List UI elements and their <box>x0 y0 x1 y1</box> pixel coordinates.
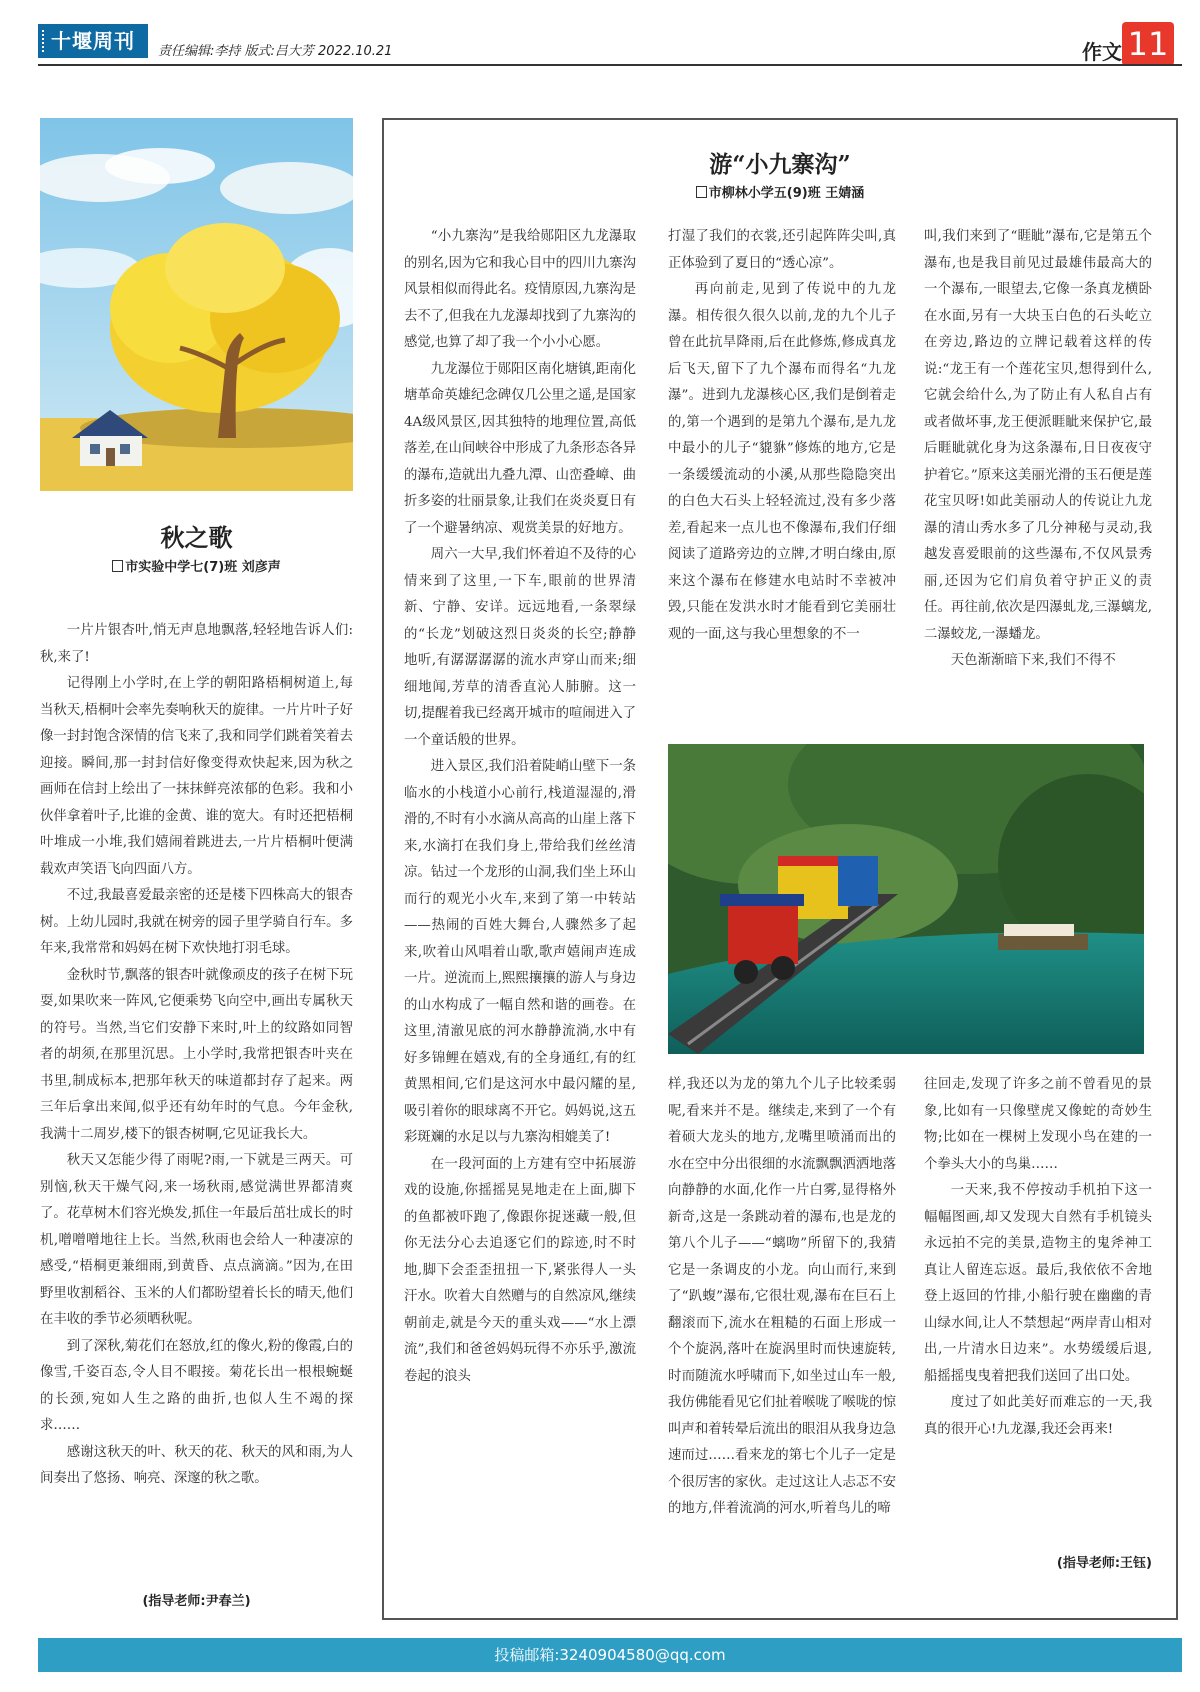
paragraph: 秋天又怎能少得了雨呢?雨,一下就是三两天。可别恼,秋天干燥气闷,来一场秋雨,感觉满世界都清爽了。花草树木们容光焕发,抓住一年最后茁壮成长的时机,噌噌噌地往上长。当然,秋雨也会给人一种凄凉的感受,“梧桐更兼细雨,到黄昏、点点滴滴。”因为,在田野里收割稻谷、玉米的人们都盼望着长长的晴天,他们在丰收的季节必须晒秋呢。 <box>40 1153 353 1327</box>
masthead-logo: 十堰周刊 <box>38 24 148 58</box>
square-marker-icon <box>112 560 123 572</box>
right-article-byline: 市柳林小学五(9)班 王婧涵 <box>384 182 1176 201</box>
right-article-column-2-top <box>668 224 896 648</box>
paragraph: 叫,我们来到了“睚眦”瀑布,它是第五个瀑布,也是我目前见过最雄伟最高大的一个瀑布,一眼望去,它像一条真龙横卧在水面,另有一大块玉白色的石头屹立在旁边,路边的立牌记载着这样的传说:“龙王有一个莲花宝贝,想得到什么,它就会给什么,为了防止有人私自占有或者做坏事,龙王便派睚眦来保护它,最后睚眦就化身为这条瀑布,日日夜夜守护着它。”原来这美丽光滑的玉石便是莲花宝贝呀!如此美丽动人的传说让九龙瀑的清山秀水多了几分神秘与灵动,我越发喜爱眼前的这些瀑布,不仅风景秀丽,还因为它们肩负着守护正义的责任。再往前,依次是四瀑虬龙,三瀑螭龙,二瀑蛟龙,一瀑蟠龙。 <box>924 229 1152 642</box>
right-advisor: (指导老师:王钰) <box>1056 1556 1152 1571</box>
masthead-decoration <box>42 30 45 52</box>
paragraph: 天色渐渐暗下来,我们不得不 <box>950 653 1116 668</box>
autumn-tree-illustration <box>40 118 353 491</box>
left-advisor: (指导老师:尹春兰) <box>142 1594 251 1609</box>
paragraph: 往回走,发现了许多之前不曾看见的景象,比如有一只像壁虎又像蛇的奇妙生物;比如在一棵树上发现小鸟在建的一个拳头大小的鸟巢…… <box>924 1077 1152 1172</box>
left-article-title: 秋之歌 <box>160 523 233 552</box>
paragraph: “小九寨沟”是我给郧阳区九龙瀑取的别名,因为它和我心目中的四川九寨沟风景相似而得此名。疫情原因,九寨沟是去不了,但我在九龙瀑却找到了九寨沟的感觉,也算了却了我一个小小心愿。 <box>404 229 636 350</box>
paragraph: 度过了如此美好而难忘的一天,我真的很开心!九龙瀑,我还会再来! <box>924 1395 1152 1437</box>
paragraph: 金秋时节,飘落的银杏叶就像顽皮的孩子在树下玩耍,如果吹来一阵风,它便乘势飞向空中,画出专属秋天的符号。当然,当它们安静下来时,叶上的纹路如同智者的胡须,在那里沉思。上小学时,我常把银杏叶夹在书里,制成标本,把那年秋天的味道都封存了起来。两三年后拿出来闻,似乎还有幼年时的气息。今年金秋,我满十二周岁,楼下的银杏树啊,它见证我长大。 <box>40 967 353 1142</box>
paragraph: 记得刚上小学时,在上学的朝阳路梧桐树道上,每当秋天,梧桐叶会率先奏响秋天的旋律。一片片叶子好像一封封饱含深情的信飞来了,我和同学们跳着笑着去迎接。瞬间,那一封封信好像变得欢快起来,因为秋之画师在信封上绘出了一抹抹鲜亮浓郁的色彩。我和小伙伴拿着叶子,比谁的金黄、谁的宽大。有时还把梧桐叶堆成一小堆,我们嬉闹着跳进去,一片片梧桐叶便满载欢声笑语飞向四面八方。 <box>40 676 353 877</box>
right-article-column-3-top <box>924 224 1152 675</box>
left-article-byline: 市实验中学七(7)班 刘彦声 <box>40 556 353 575</box>
paragraph: 不过,我最喜爱最亲密的还是楼下四株高大的银杏树。上幼儿园时,我就在树旁的园子里学骑自行车。多年来,我常常和妈妈在树下欢快地打羽毛球。 <box>40 888 353 956</box>
right-article-title: 游“小九寨沟” <box>709 151 851 178</box>
paragraph: 九龙瀑位于郧阳区南化塘镇,距南化塘革命英雄纪念碑仅几公里之遥,是国家4A级风景区,因其独特的地理位置,高低落差,在山间峡谷中形成了九条形态各异的瀑布,造就出九叠九潭、山峦叠嶂、曲折多姿的壮丽景象,让我们在炎炎夏日有了一个避暑纳凉、观赏美景的好地方。 <box>404 361 636 536</box>
left-article-body <box>40 618 353 1493</box>
editor-info: 责任编辑:李持 版式:吕大芳 2022.10.21 <box>158 44 393 59</box>
paragraph: 一片片银杏叶,悄无声息地飘落,轻轻地告诉人们:秋,来了! <box>40 623 353 665</box>
paragraph: 一天来,我不停按动手机拍下这一幅幅图画,却又发现大自然有手机镜头永远拍不完的美景,造物主的鬼斧神工真让人留连忘返。最后,我依依不舍地登上返回的竹排,小船行驶在幽幽的青山绿水间,让人不禁想起“两岸青山相对出,一片清水日边来”。水势缓缓后退,船摇摇曳曳着把我们送回了出口处。 <box>924 1183 1152 1384</box>
paragraph: 再向前走,见到了传说中的九龙瀑。相传很久很久以前,龙的九个儿子曾在此抗旱降雨,后在此修炼,修成真龙后飞天,留下了九个瀑布而得名“九龙瀑”。进到九龙瀑核心区,我们是倒着走的,第一个遇到的是第九个瀑布,是九龙中最小的儿子“貔貅”修炼的地方,它是一条缓缓流动的小溪,从那些隐隐突出的白色大石头上轻轻流过,没有多少落差,看起来一点儿也不像瀑布,我们仔细阅读了道路旁边的立牌,才明白缘由,原来这个瀑布在修建水电站时不幸被冲毁,只能在发洪水时才能看到它美丽壮观的一面,这与我心里想象的不一 <box>668 282 896 642</box>
paragraph: 周六一大早,我们怀着迫不及待的心情来到了这里,一下车,眼前的世界清新、宁静、安详。远远地看,一条翠绿的“长龙”划破这烈日炎炎的长空;静静地听,有潺潺潺潺的流水声穿山而来;细细地闻,芳草的清香直沁人肺腑。这一切,提醒着我已经离开城市的喧闹进入了一个童话般的世界。 <box>404 547 636 748</box>
right-article-column-2-bottom <box>668 1072 896 1523</box>
scenic-train-photo <box>668 744 1144 1054</box>
square-marker-icon <box>696 186 707 198</box>
right-article-column-3-bottom <box>924 1072 1152 1443</box>
paragraph: 在一段河面的上方建有空中拓展游戏的设施,你摇摇晃晃地走在上面,脚下的鱼都被吓跑了,像跟你捉迷藏一般,但你无法分心去追逐它们的踪迹,时不时地,脚下会歪歪扭扭一下,紧张得人一头汗水。吹着大自然赠与的自然凉风,继续朝前走,就是今天的重头戏——“水上漂流”,我们和爸爸妈妈玩得不亦乐乎,激流卷起的浪头 <box>404 1156 636 1384</box>
header-rule <box>38 64 1182 66</box>
paragraph: 打湿了我们的衣裳,还引起阵阵尖叫,真正体验到了夏日的“透心凉”。 <box>668 229 896 271</box>
paragraph: 到了深秋,菊花们在怒放,红的像火,粉的像霞,白的像雪,千姿百态,令人目不暇接。菊花长出一根根蜿蜒的长颈,宛如人生之路的曲折,也似人生不竭的探求…… <box>40 1338 353 1433</box>
submission-email-bar: 投稿邮箱:3240904580@qq.com <box>38 1638 1182 1672</box>
paragraph: 进入景区,我们沿着陡峭山壁下一条临水的小栈道小心前行,栈道湿湿的,滑滑的,不时有小水滴从高高的山崖上落下来,水滴打在我们身上,带给我们丝丝清凉。钻过一个龙形的山洞,我们坐上环山而行的观光小火车,来到了第一中转站——热闹的百姓大舞台,人骤然多了起来,吹着山风唱着山歌,歌声嬉闹声连成一片。逆流而上,熙熙攘攘的游人与身边的山水构成了一幅自然和谐的画卷。在这里,清澈见底的河水静静流淌,水中有好多锦鲤在嬉戏,有的全身通红,有的红黄黑相间,它们是这河水中最闪耀的星,吸引着你的眼球离不开它。妈妈说,这五彩斑斓的水足以与九寨沟相媲美了! <box>404 759 636 1145</box>
page-number: 11 <box>1122 22 1174 66</box>
section-name: 作文 <box>1082 40 1122 64</box>
paragraph: 样,我还以为龙的第九个儿子比较柔弱呢,看来并不是。继续走,来到了一个有着硕大龙头的地方,龙嘴里喷涌而出的水在空中分出很细的水流飘飘洒洒地落向静静的水面,化作一片白雾,显得格外新奇,这是一条跳动着的瀑布,也是龙的第八个儿子——“螭吻”所留下的,我猜它是一条调皮的小龙。向山而行,来到了“趴蝮”瀑布,它很壮观,瀑布在巨石上翻滚而下,流水在粗糙的石面上形成一个个旋涡,落叶在旋涡里时而快速旋转,时而随流水呼啸而下,如坐过山车一般,我仿佛能看见它们扯着喉咙了喉咙的惊叫声和着转晕后流出的眼泪从我身边急速而过……看来龙的第七个儿子一定是个很厉害的家伙。走过这让人忐忑不安的地方,伴着流淌的河水,听着鸟儿的啼 <box>668 1077 896 1516</box>
paragraph: 感谢这秋天的叶、秋天的花、秋天的风和雨,为人间奏出了悠扬、响亮、深邃的秋之歌。 <box>40 1444 353 1486</box>
right-article-column-1 <box>404 224 636 1390</box>
